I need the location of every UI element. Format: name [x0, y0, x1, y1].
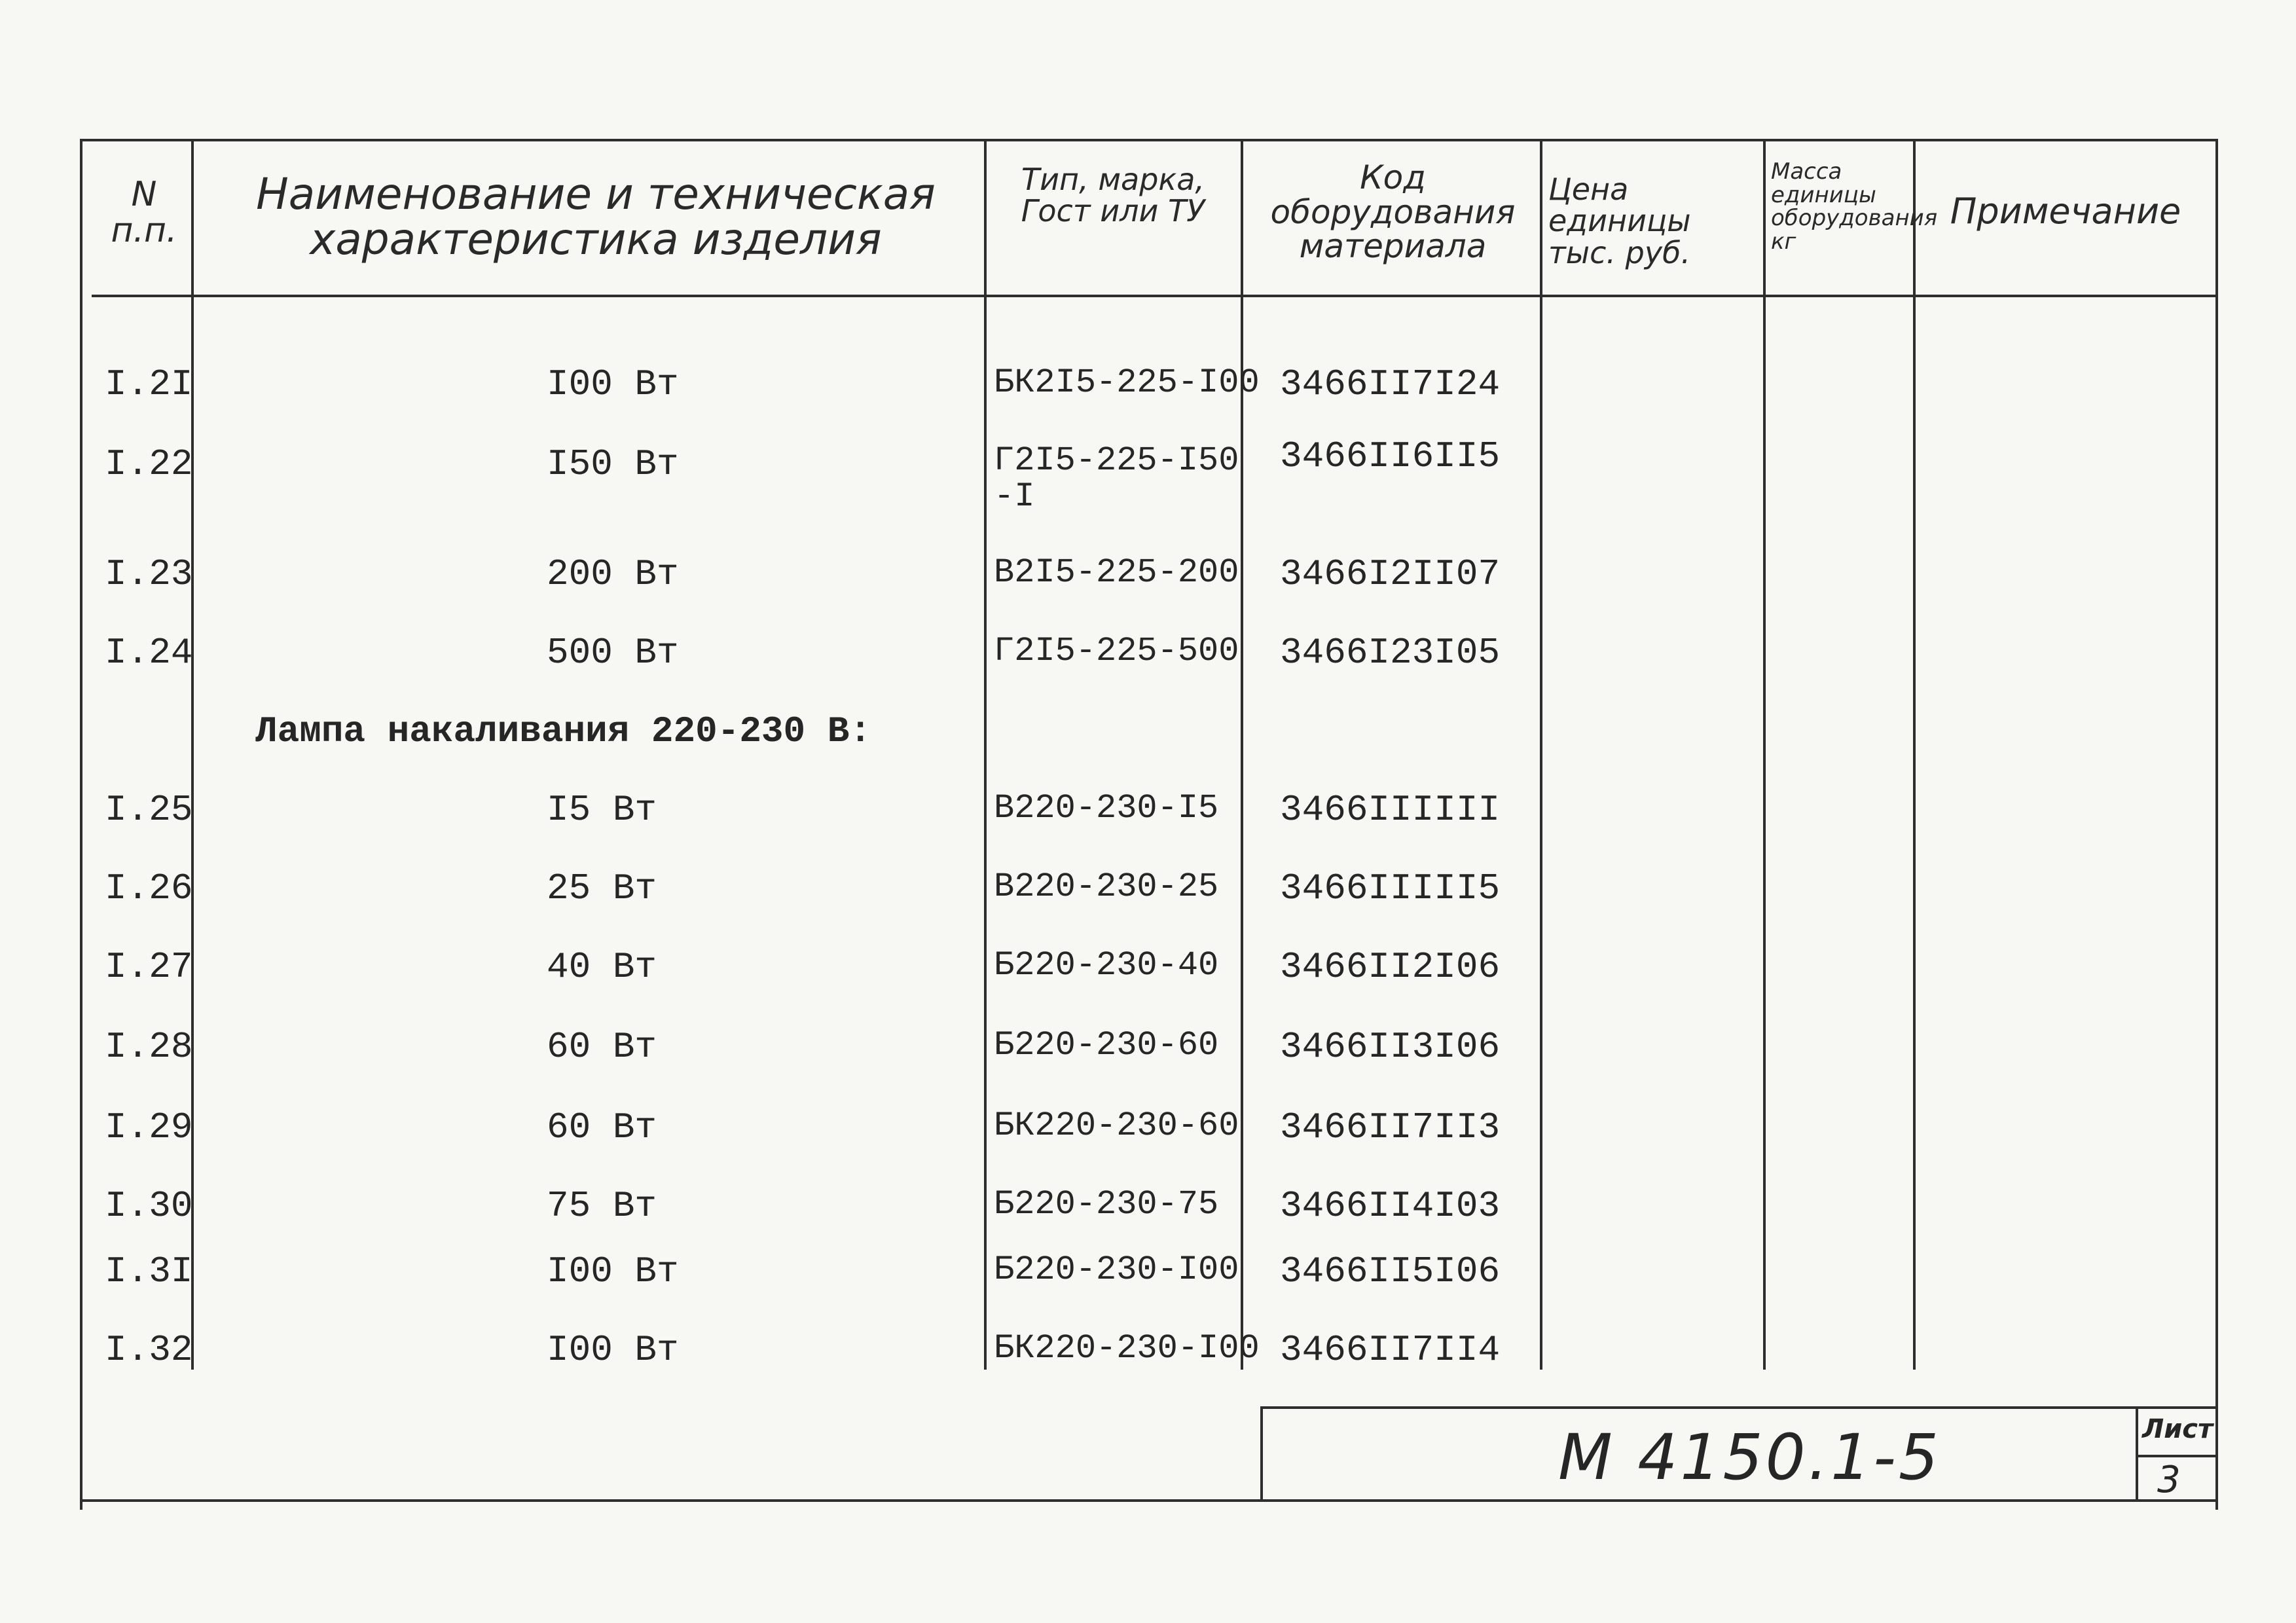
- col-divider-2: [984, 139, 987, 1370]
- row-name: 60 Вт: [547, 1106, 657, 1148]
- header-type: Тип, марка, Гост или ТУ: [1021, 162, 1205, 229]
- stamp-sheet-divider: [2136, 1406, 2138, 1502]
- row-code: 3466II7I24: [1280, 363, 1501, 405]
- row-type: Б220-230-75: [994, 1185, 1219, 1224]
- row-num: I.25: [105, 789, 193, 831]
- row-name: I00 Вт: [547, 363, 679, 405]
- row-code: 3466II7II3: [1280, 1106, 1501, 1148]
- header-code: Код оборудования материала: [1270, 158, 1516, 265]
- row-num: I.29: [105, 1106, 193, 1148]
- row-code: 3466I2II07: [1280, 553, 1501, 595]
- row-code: 3466II3I06: [1280, 1026, 1501, 1068]
- row-code: 3466II2I06: [1280, 946, 1501, 988]
- stamp-left-rule: [1260, 1406, 1263, 1502]
- row-num: I.28: [105, 1026, 193, 1068]
- header-num: N п.п.: [111, 175, 177, 250]
- row-num: I.26: [105, 867, 193, 909]
- document-code: М 4150.1-5: [1558, 1421, 1941, 1494]
- row-num: I.24: [105, 632, 193, 674]
- row-code: 3466IIIIII: [1280, 789, 1501, 831]
- sheet-number: 3: [2157, 1459, 2181, 1501]
- row-name: 200 Вт: [547, 553, 679, 595]
- row-name: I00 Вт: [547, 1329, 679, 1371]
- row-type: Г2I5-225-500: [994, 632, 1239, 670]
- row-code: 3466II7II4: [1280, 1329, 1501, 1371]
- row-type: Б220-230-I00: [994, 1250, 1239, 1289]
- row-name: I5 Вт: [547, 789, 657, 831]
- header-mass: Масса единицы оборудования кг: [1771, 158, 1938, 255]
- row-type: Б220-230-60: [994, 1026, 1219, 1065]
- section-heading: Лампа накаливания 220-230 В:: [255, 710, 871, 752]
- header-name: Наименование и техническая характеристика изделия: [256, 169, 936, 265]
- row-num: I.2I: [105, 363, 193, 405]
- row-code: 3466II5I06: [1280, 1250, 1501, 1292]
- row-num: I.3I: [105, 1250, 193, 1292]
- row-code: 3466IIIII5: [1280, 867, 1501, 909]
- row-num: I.23: [105, 553, 193, 595]
- row-type: БК220-230-I00: [994, 1329, 1260, 1368]
- row-name: I00 Вт: [547, 1250, 679, 1292]
- row-type: Б220-230-40: [994, 946, 1219, 985]
- col-divider-3: [1241, 139, 1243, 1370]
- row-type: БК220-230-60: [994, 1106, 1239, 1145]
- row-num: I.22: [105, 443, 193, 485]
- header-bottom-rule: [92, 295, 2215, 297]
- row-num: I.30: [105, 1185, 193, 1227]
- row-name: I50 Вт: [547, 443, 679, 485]
- frame-bottom-rule: [80, 1499, 2215, 1502]
- row-name: 40 Вт: [547, 946, 657, 988]
- row-name: 500 Вт: [547, 632, 679, 674]
- row-type: Г2I5-225-I50-I: [994, 441, 1239, 516]
- col-divider-6: [1913, 139, 1916, 1370]
- row-type: В220-230-I5: [994, 789, 1219, 828]
- row-type: БК2I5-225-I00: [994, 363, 1260, 402]
- sheet-label: Лист: [2142, 1414, 2214, 1444]
- header-note: Примечание: [1950, 191, 2181, 232]
- row-name: 25 Вт: [547, 867, 657, 909]
- row-code: 3466II4I03: [1280, 1185, 1501, 1227]
- row-type: В2I5-225-200: [994, 553, 1239, 592]
- row-num: I.32: [105, 1329, 193, 1371]
- row-name: 75 Вт: [547, 1185, 657, 1227]
- row-code: 3466I23I05: [1280, 632, 1501, 674]
- row-name: 60 Вт: [547, 1026, 657, 1068]
- row-num: I.27: [105, 946, 193, 988]
- stamp-sheet-rule: [2136, 1455, 2215, 1457]
- row-code: 3466II6II5: [1280, 435, 1501, 477]
- header-price: Цена единицы тыс. руб.: [1548, 172, 1691, 270]
- stamp-top-rule: [1260, 1406, 2215, 1409]
- col-divider-5: [1763, 139, 1766, 1370]
- row-type: В220-230-25: [994, 867, 1219, 906]
- col-divider-4: [1540, 139, 1542, 1370]
